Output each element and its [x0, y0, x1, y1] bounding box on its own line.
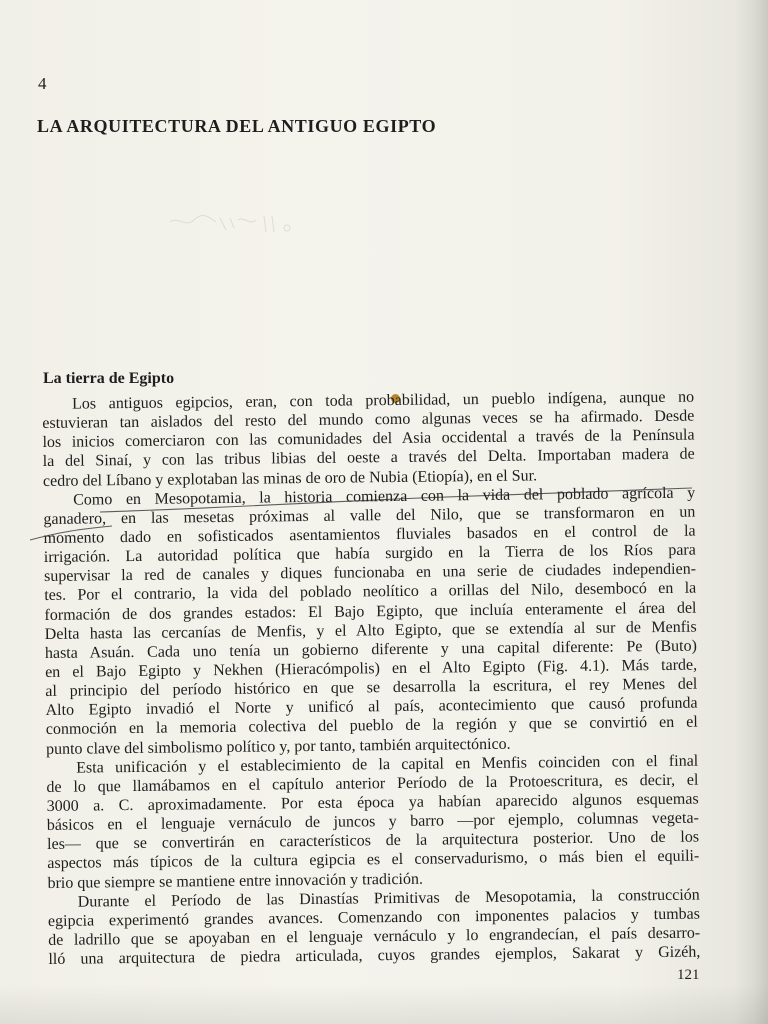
body-line: los inicios comerciaron con las comunidades del Asia occidental a través de la Península — [42, 426, 695, 452]
body-line: Durante el Período de las Dinastías Primitivas de Mesopotamia, la construcción — [77, 886, 700, 911]
body-line: estuvieran tan aislados del resto del mundo como algunas veces se ha afirmado. Desde — [42, 407, 695, 433]
body-line: de lo que llamábamos en el capítulo anterior Período de la Protoescritura, es decir, el — [46, 771, 699, 796]
chapter-number: 4 — [38, 74, 47, 93]
body-line: tes. Por el contrario, la vida del poblado neolítico a orillas del Nilo, desembocó en la — [44, 579, 697, 605]
body-line: momento dado en sofisticados asentamientos fluviales basados en el control de la — [43, 522, 696, 547]
page-number: 121 — [677, 967, 700, 983]
body-line: básicos en el lenguaje vernáculo de juncos y barro —por ejemplo, columnas vegeta- — [46, 809, 699, 835]
body-line: la del Sinaí, y con las tribus libias del oeste a través del Delta. Importaban madera de — [42, 446, 695, 471]
body-line: irrigación. La autoridad política que había surgido en la Tierra de los Ríos para — [43, 541, 696, 567]
body-line: 3000 a. C. aproximadamente. Por esta época ya habían aparecido algunos esquemas — [46, 790, 699, 815]
body-line: conmoción en la memoria colectiva del pueblo de la región y que se convirtió en el — [45, 713, 698, 739]
body-line: Esta unificación y el establecimiento de la capital en Menfis coinciden con el final — [76, 752, 699, 777]
body-line: Los antiguos egipcios, eran, con toda probabilidad, un pueblo indígena, aunque no — [72, 388, 695, 413]
body-line: cedro del Líbano y explotaban las minas de oro de Nubia (Etiopía), en el Sur. — [42, 466, 538, 490]
body-line: aspectos más típicos de la cultura egipcia es el conservadurismo, o más bien el equili- — [47, 847, 700, 873]
body-line: lló una arquitectura de piedra articulada, cuyos grandes ejemplos, Sakarat y Gizéh, — [48, 943, 701, 969]
body-line: les— que se convertirán en característicos de la arquitectura posterior. Uno de los — [47, 828, 700, 854]
body-line: en el Bajo Egipto y Nekhen (Hieracómpolis) en el Alto Egipto (Fig. 4.1). Más tarde, — [45, 656, 698, 681]
body-line: al principio del período histórico en que se desarrolla la escritura, el rey Menes del — [45, 675, 698, 701]
body-line: supervisar la red de canales y diques funcionaba en una serie de ciudades independien- — [43, 560, 697, 586]
body-line: Delta hasta las cercanías de Menfis, y el Alto Egipto, que se extendía al sur de Menfis — [44, 618, 697, 643]
chapter-title: LA ARQUITECTURA DEL ANTIGUO EGIPTO — [37, 116, 437, 136]
body-line: punto clave del simbolismo político y, por tanto, también arquitectónico. — [45, 735, 511, 758]
body-line: formación de dos grandes estados: El Bajo Egipto, que incluía enteramente el área del — [44, 599, 697, 624]
body-line: brio que siempre se mantiene entre innovación y tradición. — [47, 870, 424, 892]
body-line: Como en Mesopotamia, la historia comienza con la vida del poblado agrícola y — [73, 484, 696, 509]
body-line: egipcia experimentó grandes avances. Comenzando con imponentes palacios y tumbas — [47, 905, 701, 930]
body-line: Alto Egipto invadió el Norte y unificó al país, acontecimiento que causó profunda — [45, 694, 698, 720]
body-line: hasta Asuán. Cada uno tenía un gobierno diferente y una capital diferente: Pe (Buto) — [44, 637, 697, 662]
body-line: ganadero, en las mesetas próximas al valle del Nilo, que se transformaron en un — [43, 503, 696, 528]
body-line: de ladrillo que se apoyaban en el lenguaje vernáculo y lo engrandecían, el país desarro- — [48, 924, 701, 949]
section-heading: La tierra de Egipto — [43, 370, 175, 387]
